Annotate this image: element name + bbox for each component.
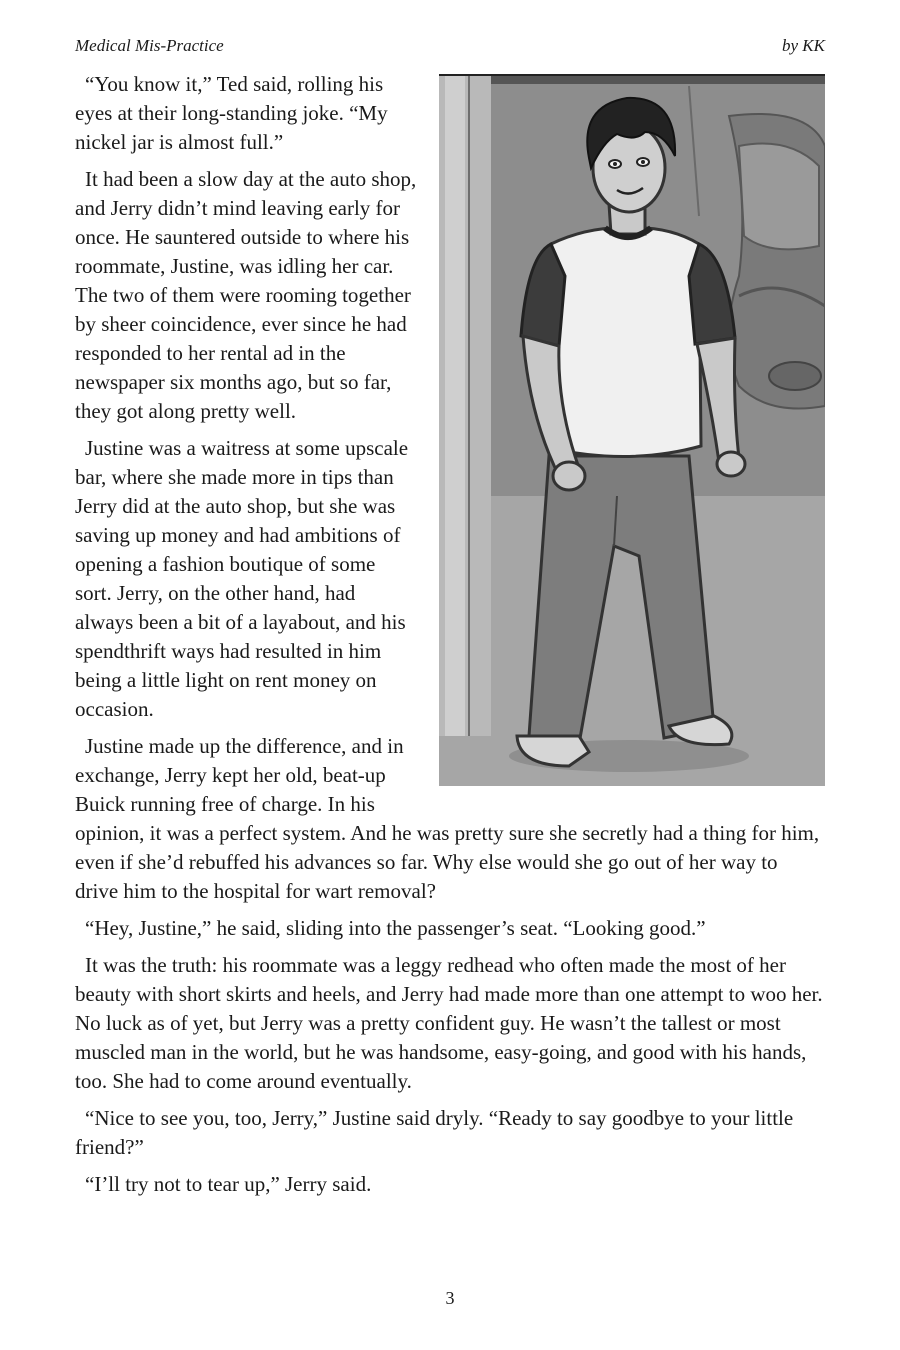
book-title: Medical Mis-Practice	[75, 36, 224, 55]
illustration	[439, 74, 825, 786]
page-number: 3	[445, 1288, 455, 1308]
paragraph: “You know it,” Ted said, rolling his eyes at their long-standing joke. “My nickel jar is almost full.”	[75, 72, 388, 154]
page-body	[75, 70, 825, 1207]
author-name: by KK	[782, 36, 825, 55]
paragraph: “Hey, Justine,” he said, sliding into the passenger’s seat. “Looking good.”	[85, 916, 706, 940]
paragraph: “Nice to see you, too, Jerry,” Justine said dryly. “Ready to say goodbye to your little friend?”	[75, 1106, 794, 1159]
running-header	[75, 36, 825, 60]
young-man-in-garage-illustration	[439, 76, 825, 786]
paragraph: It had been a slow day at the auto shop, and Jerry didn’t mind leaving early for once. He sauntered outside to where his roommate, Justine, was idling her car. The two of them were rooming together by sheer coincidence, ever since he had responded to her rental ad in the newspaper six months ago, but so far, they got along pretty well.	[75, 167, 417, 423]
paragraph: It was the truth: his roommate was a leggy redhead who often made the most of her beauty with short skirts and heels, and Jerry had made more than one attempt to woo her. No luck as of yet, but Jerry was a pretty confident guy. He wasn’t the tallest or most muscled man in the world, but he was handsome, easy-going, and good with his hands, too. She had to come around eventually.	[75, 953, 823, 1093]
paragraph: Justine made up the difference, and in exchange, Jerry kept her old, beat-up Buick running free of charge. In his opinion, it was a perfect system. And he was pretty sure she secretly had a thing for him, even if she’d rebuffed his advances so far. Why else would she go out of her way to drive him to the hospital for wart removal?	[75, 734, 820, 903]
paragraph: Justine was a waitress at some upscale bar, where she made more in tips than Jerry did at the auto shop, but she was saving up money and had ambitions of opening a fashion boutique of some sort. Jerry, on the other hand, had always been a bit of a layabout, and his spendthrift ways had resulted in him being a little light on rent money on occasion.	[75, 436, 409, 721]
paragraph: “I’ll try not to tear up,” Jerry said.	[85, 1172, 372, 1196]
